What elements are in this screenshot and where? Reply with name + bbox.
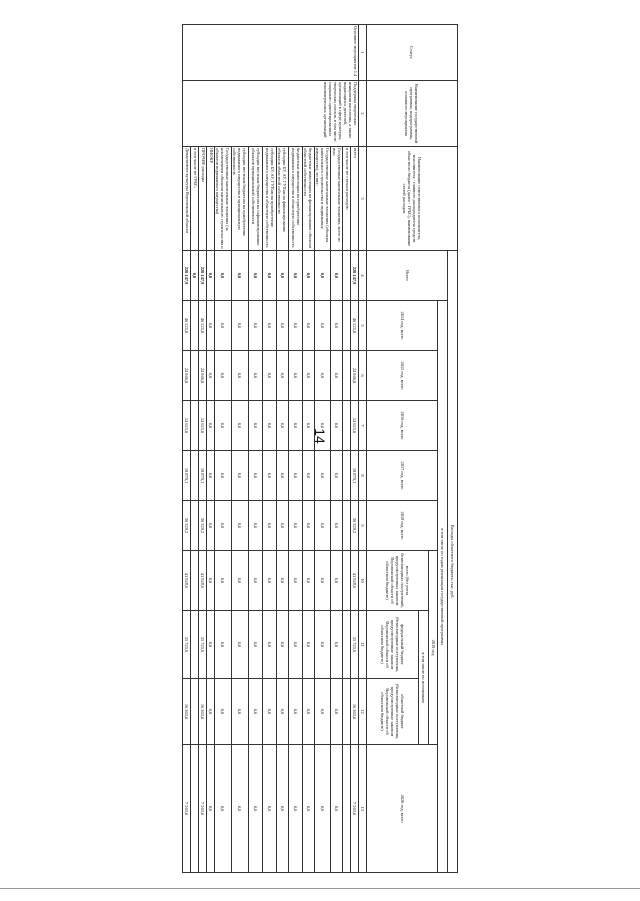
value-cell: 0,0 (214, 301, 231, 351)
value-cell: 0,0 (276, 745, 288, 873)
value-cell (190, 611, 198, 679)
value-cell: 0,0 (248, 745, 262, 873)
value-cell: 16 203,0 (351, 679, 359, 745)
value-cell: 19 879,1 (198, 451, 206, 501)
row-label: Государственные капитальные вложения (объекты капитального строительства и недвижимое имущество), из них: (314, 147, 331, 251)
value-cell: 0,0 (231, 251, 248, 301)
value-cell: 0,0 (276, 611, 288, 679)
value-cell: 0,0 (262, 745, 276, 873)
value-cell: 0,0 (331, 611, 343, 679)
value-cell: 19 879,1 (351, 451, 359, 501)
table-row (262, 25, 276, 873)
value-cell: 0,0 (276, 351, 288, 401)
value-cell: 36 329,2 (182, 501, 190, 551)
value-cell (343, 351, 351, 401)
value-cell (190, 401, 198, 451)
value-cell (343, 451, 351, 501)
value-cell: 0,0 (262, 501, 276, 551)
program-cell: Поддержка творческих инициатив населения, а также выдающихся деятелей, организаций в сфере культуры, творческих союзов, в том числе социально ориентированных некоммерческих организаций (182, 81, 358, 147)
value-cell: 0,0 (331, 251, 343, 301)
value-cell (343, 745, 351, 873)
header-years-group: в том числе по годам реализации государственной программы (438, 301, 448, 873)
value-cell: 0,0 (314, 451, 331, 501)
value-cell (190, 451, 198, 501)
value-cell: 0,0 (314, 551, 331, 611)
row-label: субсидии БУ, АУ, ГУПам на приобретение недвижимого имущества в областную собственность (262, 147, 276, 251)
value-cell (343, 679, 351, 745)
value-cell: 14 625,0 (351, 401, 359, 451)
value-cell: 0,0 (276, 501, 288, 551)
column-number: 10 (359, 551, 367, 611)
value-cell: 25 725,6 (182, 611, 190, 679)
value-cell: 0,0 (190, 251, 198, 301)
value-cell: 0,0 (302, 745, 314, 873)
value-cell: 0,0 (262, 251, 276, 301)
value-cell: 0,0 (302, 351, 314, 401)
value-cell: 46 225,0 (198, 301, 206, 351)
value-cell: 0,0 (206, 351, 214, 401)
header-2015: 2015 год, всего (366, 351, 438, 401)
value-cell: 0,0 (262, 611, 276, 679)
value-cell: 0,0 (302, 401, 314, 451)
value-cell: 0,0 (331, 745, 343, 873)
page-number: 14 (312, 428, 328, 444)
column-number: 2 (359, 81, 367, 147)
table-row (231, 25, 248, 873)
column-number: 8 (359, 451, 367, 501)
column-number: 6 (359, 351, 367, 401)
column-number: 9 (359, 501, 367, 551)
row-label: субсидии местным бюджетам на приобретение недвижимого имущества в муниципальную собственность (231, 147, 248, 251)
row-label: Государственные капитальные вложения, всего из них: (331, 147, 343, 251)
value-cell: 0,0 (314, 351, 331, 401)
table-row (314, 25, 331, 873)
value-cell (343, 501, 351, 551)
value-cell: 220 147,9 (351, 251, 359, 301)
value-cell (190, 351, 198, 401)
value-cell: 0,0 (248, 251, 262, 301)
column-numbers-row (359, 25, 367, 873)
value-cell: 0,0 (206, 501, 214, 551)
value-cell: 0,0 (231, 679, 248, 745)
row-label: всего (351, 147, 359, 251)
row-label: субсидии местным бюджетам на софинансирование объектов муниципальной собственности (248, 147, 262, 251)
header-2014: 2014 год, всего (366, 301, 438, 351)
value-cell: 0,0 (214, 745, 231, 873)
value-cell: 0,0 (302, 451, 314, 501)
status-cell: Основное мероприятие 1.4 (182, 25, 358, 81)
value-cell: 0,0 (231, 401, 248, 451)
table-row (198, 25, 206, 873)
value-cell: 46 225,0 (351, 301, 359, 351)
value-cell: 0,0 (262, 551, 276, 611)
value-cell: 0,0 (248, 611, 262, 679)
value-cell: 25 725,6 (351, 611, 359, 679)
row-label: бюджетные инвестиции на финансирование объектов областной собственности (302, 147, 314, 251)
value-cell: 0,0 (206, 401, 214, 451)
table-row (331, 25, 343, 873)
column-number: 5 (359, 301, 367, 351)
value-cell: 0,0 (206, 679, 214, 745)
header-2020: 2020 год, всего (366, 745, 438, 873)
table-row (206, 25, 214, 873)
row-label: Государственные капитальные вложения (за исключением объектов капитального строительства и объектов недвижимого имущества) (215, 148, 231, 249)
value-cell: 0,0 (302, 301, 314, 351)
value-cell: 0,0 (248, 679, 262, 745)
header-2019: 2019 год (428, 551, 438, 745)
column-number: 13 (359, 745, 367, 873)
table-row (190, 25, 198, 873)
value-cell (343, 551, 351, 611)
rotated-table-frame (183, 24, 458, 872)
value-cell: 0,0 (262, 401, 276, 451)
table-row (248, 25, 262, 873)
value-cell: 0,0 (288, 301, 302, 351)
header-status: Статус (366, 25, 457, 81)
value-cell: 0,0 (331, 351, 343, 401)
table-row (182, 25, 190, 873)
value-cell: 14 625,0 (198, 401, 206, 451)
value-cell: 0,0 (302, 551, 314, 611)
value-cell: 46 225,0 (182, 301, 190, 351)
table-row (343, 25, 351, 873)
value-cell: 0,0 (248, 401, 262, 451)
table-row (214, 25, 231, 873)
value-cell: 0,0 (331, 401, 343, 451)
row-label: в том числе по статьям расходов: (343, 147, 351, 251)
value-cell: 36 329,2 (198, 501, 206, 551)
value-cell: 0,0 (314, 501, 331, 551)
column-number: 4 (359, 251, 367, 301)
value-cell: 0,0 (231, 611, 248, 679)
value-cell (190, 501, 198, 551)
value-cell: 0,0 (288, 745, 302, 873)
value-cell: 0,0 (248, 451, 262, 501)
value-cell: 24 846,0 (351, 351, 359, 401)
value-cell: 0,0 (231, 745, 248, 873)
row-label: в том числе по ГРБС: (190, 147, 198, 251)
value-cell: 0,0 (314, 611, 331, 679)
value-cell: 0,0 (206, 301, 214, 351)
value-cell: 0,0 (331, 679, 343, 745)
header-incl-sources: в том числе по источникам (418, 611, 428, 745)
value-cell: 0,0 (214, 501, 231, 551)
value-cell: 7 263,0 (351, 745, 359, 873)
value-cell: 14 625,0 (182, 401, 190, 451)
value-cell: 0,0 (214, 679, 231, 745)
value-cell (190, 679, 198, 745)
value-cell: 41 928,6 (198, 551, 206, 611)
header-program-name: Наименование государственной программы, подпрограммы, основного мероприятия (366, 81, 457, 147)
value-cell: 0,0 (288, 611, 302, 679)
row-label: НИОКР (206, 147, 214, 251)
value-cell: 0,0 (276, 301, 288, 351)
value-cell: 0,0 (288, 679, 302, 745)
value-cell: 0,0 (214, 551, 231, 611)
row-label: бюджетные инвестиции на приобретение недвижимого имущества в областную собственность (288, 147, 302, 251)
value-cell: 0,0 (314, 401, 331, 451)
value-cell: 0,0 (248, 351, 262, 401)
value-cell: 220 147,9 (182, 251, 190, 301)
header-federal: федеральный бюджет (безвозмездные поступления, предусмотренные законом Воронежской области об областном бюджете) (366, 611, 418, 679)
value-cell: 7 263,0 (182, 745, 190, 873)
value-cell: 0,0 (276, 251, 288, 301)
value-cell: 36 329,2 (351, 501, 359, 551)
table-row (276, 25, 288, 873)
value-cell: 0,0 (302, 679, 314, 745)
value-cell: 0,0 (288, 551, 302, 611)
value-cell (190, 551, 198, 611)
value-cell: 0,0 (231, 451, 248, 501)
value-cell: 0,0 (288, 351, 302, 401)
value-cell: 0,0 (214, 611, 231, 679)
value-cell: 0,0 (231, 351, 248, 401)
value-cell (190, 301, 198, 351)
column-number: 3 (359, 147, 367, 251)
value-cell: 0,0 (231, 501, 248, 551)
value-cell: 0,0 (302, 501, 314, 551)
header-executor: Наименование ответственного исполнителя, исполнителя - главного распорядителя средств областного бюджета (далее - ГРБС), наименование статей расходов (366, 147, 457, 251)
value-cell: 24 846,0 (198, 351, 206, 401)
header-regional: областной бюджет (безвозмездные поступления, предусмотренные законом Воронежской области об областном бюджете) (366, 679, 418, 745)
value-cell: 0,0 (314, 679, 331, 745)
value-cell: 0,0 (214, 351, 231, 401)
value-cell: 41 928,6 (351, 551, 359, 611)
value-cell: 0,0 (206, 551, 214, 611)
value-cell: 0,0 (302, 611, 314, 679)
value-cell: 0,0 (314, 745, 331, 873)
header-2019-total: всего (без учета безвозмездных поступлений, предусмотренных законом Воронежской области об областном бюджете) (366, 551, 428, 611)
row-label: субсидии БУ, АУ, ГУПам на финансирование объектов областной собственности (276, 147, 288, 251)
header-expenses-group: Расходы областного бюджета, тыс. руб. (448, 251, 458, 873)
value-cell: 24 846,0 (182, 351, 190, 401)
table-row (288, 25, 302, 873)
value-cell (343, 301, 351, 351)
column-number: 1 (359, 25, 367, 81)
value-cell (343, 401, 351, 451)
header-total: Всего (366, 251, 447, 301)
value-cell: 0,0 (262, 301, 276, 351)
value-cell: 0,0 (276, 401, 288, 451)
column-number: 12 (359, 679, 367, 745)
value-cell: 41 928,6 (182, 551, 190, 611)
value-cell: 0,0 (331, 301, 343, 351)
value-cell: 0,0 (214, 451, 231, 501)
value-cell: 0,0 (206, 611, 214, 679)
value-cell: 0,0 (314, 301, 331, 351)
value-cell: 0,0 (206, 745, 214, 873)
value-cell: 0,0 (276, 451, 288, 501)
value-cell: 19 879,1 (182, 451, 190, 501)
value-cell: 0,0 (288, 251, 302, 301)
value-cell: 16 203,0 (182, 679, 190, 745)
value-cell (343, 251, 351, 301)
value-cell: 0,0 (231, 301, 248, 351)
value-cell (343, 611, 351, 679)
value-cell: 0,0 (262, 351, 276, 401)
value-cell: 0,0 (302, 251, 314, 301)
header-2017: 2017 год, всего (366, 451, 438, 501)
value-cell: 0,0 (262, 451, 276, 501)
row-label: Департамент культуры Воронежской области (182, 147, 190, 251)
value-cell: 0,0 (331, 451, 343, 501)
value-cell (190, 745, 198, 873)
value-cell: 0,0 (314, 251, 331, 301)
value-cell: 0,0 (248, 301, 262, 351)
value-cell: 7 263,0 (198, 745, 206, 873)
value-cell: 0,0 (206, 451, 214, 501)
value-cell: 0,0 (288, 501, 302, 551)
rotated-table-holder (183, 24, 458, 872)
header-2016: 2016 год, всего (366, 401, 438, 451)
column-number: 11 (359, 611, 367, 679)
value-cell: 25 725,6 (198, 611, 206, 679)
table-row (302, 25, 314, 873)
value-cell: 0,0 (248, 501, 262, 551)
value-cell: 0,0 (262, 679, 276, 745)
value-cell: 0,0 (276, 551, 288, 611)
value-cell: 0,0 (288, 451, 302, 501)
value-cell: 0,0 (248, 551, 262, 611)
header-2018: 2018 год, всего (366, 501, 438, 551)
value-cell: 0,0 (231, 551, 248, 611)
column-number: 7 (359, 401, 367, 451)
value-cell: 0,0 (331, 501, 343, 551)
value-cell: 0,0 (214, 401, 231, 451)
value-cell: 16 203,0 (198, 679, 206, 745)
value-cell: 0,0 (206, 251, 214, 301)
table-row (351, 25, 359, 873)
scan-edge-line (0, 888, 640, 889)
value-cell: 0,0 (331, 551, 343, 611)
budget-table (182, 24, 458, 873)
value-cell: 220 147,9 (198, 251, 206, 301)
value-cell: 0,0 (288, 401, 302, 451)
value-cell: 0,0 (214, 251, 231, 301)
row-label: ПРОЧИЕ расходы (198, 147, 206, 251)
value-cell: 0,0 (276, 679, 288, 745)
